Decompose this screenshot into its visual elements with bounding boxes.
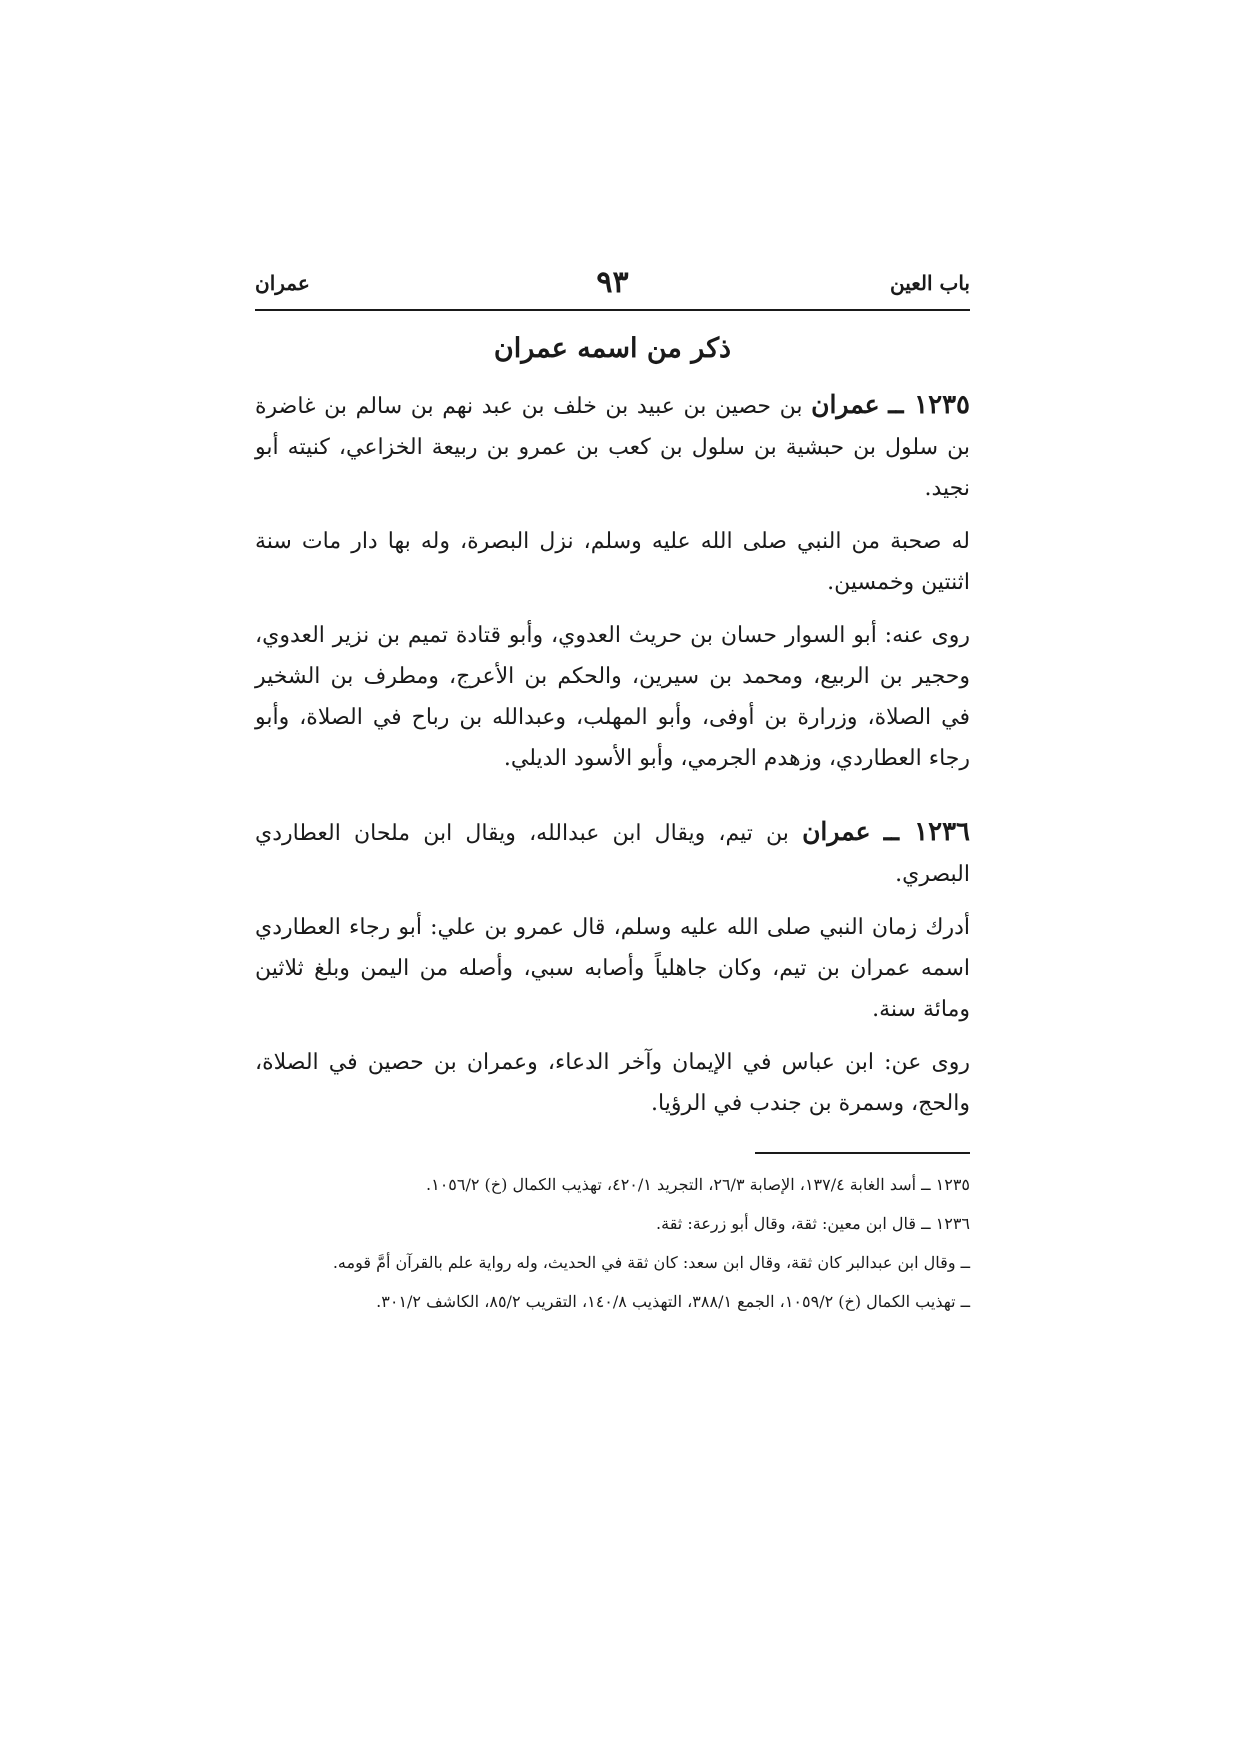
- entry-1235-name: عمران: [811, 390, 880, 419]
- entry-1235-bio: له صحبة من النبي صلى الله عليه وسلم، نزل البصرة، وله بها دار مات سنة اثنتين وخمسين.: [255, 529, 970, 595]
- entry-1235-lineage: بن حصين بن عبيد بن خلف بن عبد نهم بن سالم بن غاضرة بن سلول بن حبشية بن سلول بن كعب بن عمرو بن ربيعة الخزاعي، كنيته أبو نجيد.: [255, 394, 970, 501]
- running-header: [255, 265, 970, 311]
- chapter-title: باب العين: [889, 271, 970, 295]
- footnote-1236-cont-2: ــ تهذيب الكمال (خ) ١٠٥٩/٢، الجمع ٣٨٨/١، التهذيب ١٤٠/٨، التقريب ٨٥/٢، الكاشف ٣٠١/٢.: [376, 1292, 970, 1311]
- book-page: [255, 265, 970, 1324]
- entry-1235-number: ١٢٣٥ ــ: [888, 390, 970, 420]
- page-number: ٩٣: [596, 265, 629, 300]
- entry-1236-narrators: روى عن: ابن عباس في الإيمان وآخر الدعاء، وعمران بن حصين في الصلاة، والحج، وسمرة بن جندب في الرؤيا.: [255, 1050, 970, 1116]
- entry-1235-narrators: روى عنه: أبو السوار حسان بن حريث العدوي، وأبو قتادة تميم بن نزير العدوي، وحجير بن الربيع، ومحمد بن سيرين، والحكم بن الأعرج، ومطرف بن الشخير في الصلاة، وزرارة بن أوفى، وأبو المهلب، وعبدالله بن رباح في الصلاة، وأبو رجاء العطاردي، وزهدم الجرمي، وأبو الأسود الديلي.: [255, 623, 970, 771]
- footnote-1236: ١٢٣٦ ــ قال ابن معين: ثقة، وقال أبو زرعة: ثقة.: [656, 1214, 970, 1233]
- entry-separator: [255, 791, 970, 811]
- footnote-rule: [755, 1152, 970, 1154]
- footnote-1236-cont-1: ــ وقال ابن عبدالبر كان ثقة، وقال ابن سعد: كان ثقة في الحديث، وله رواية علم بالقرآن أمَّ قومه.: [332, 1253, 970, 1272]
- entry-1236-number: ١٢٣٦ ــ: [883, 817, 971, 847]
- entry-1236-heading: [255, 811, 970, 895]
- entry-1236-name: عمران: [802, 817, 871, 846]
- running-keyword: عمران: [255, 271, 310, 295]
- entry-1236-lineage: بن تيم، ويقال ابن عبدالله، ويقال ابن ملحان العطاردي البصري.: [255, 821, 970, 887]
- entry-1235-heading: [255, 384, 970, 509]
- section-title: ذكر من اسمه عمران: [493, 333, 732, 364]
- entry-1236-bio: أدرك زمان النبي صلى الله عليه وسلم، قال عمرو بن علي: أبو رجاء العطاردي اسمه عمران بن تيم، وكان جاهلياً وأصابه سبي، وأصله من اليمن وبلغ ثلاثين ومائة سنة.: [255, 915, 970, 1022]
- footnote-1235: ١٢٣٥ ــ أسد الغابة ١٣٧/٤، الإصابة ٢٦/٣، التجريد ٤٢٠/١، تهذيب الكمال (خ) ١٠٥٦/٢.: [426, 1175, 970, 1194]
